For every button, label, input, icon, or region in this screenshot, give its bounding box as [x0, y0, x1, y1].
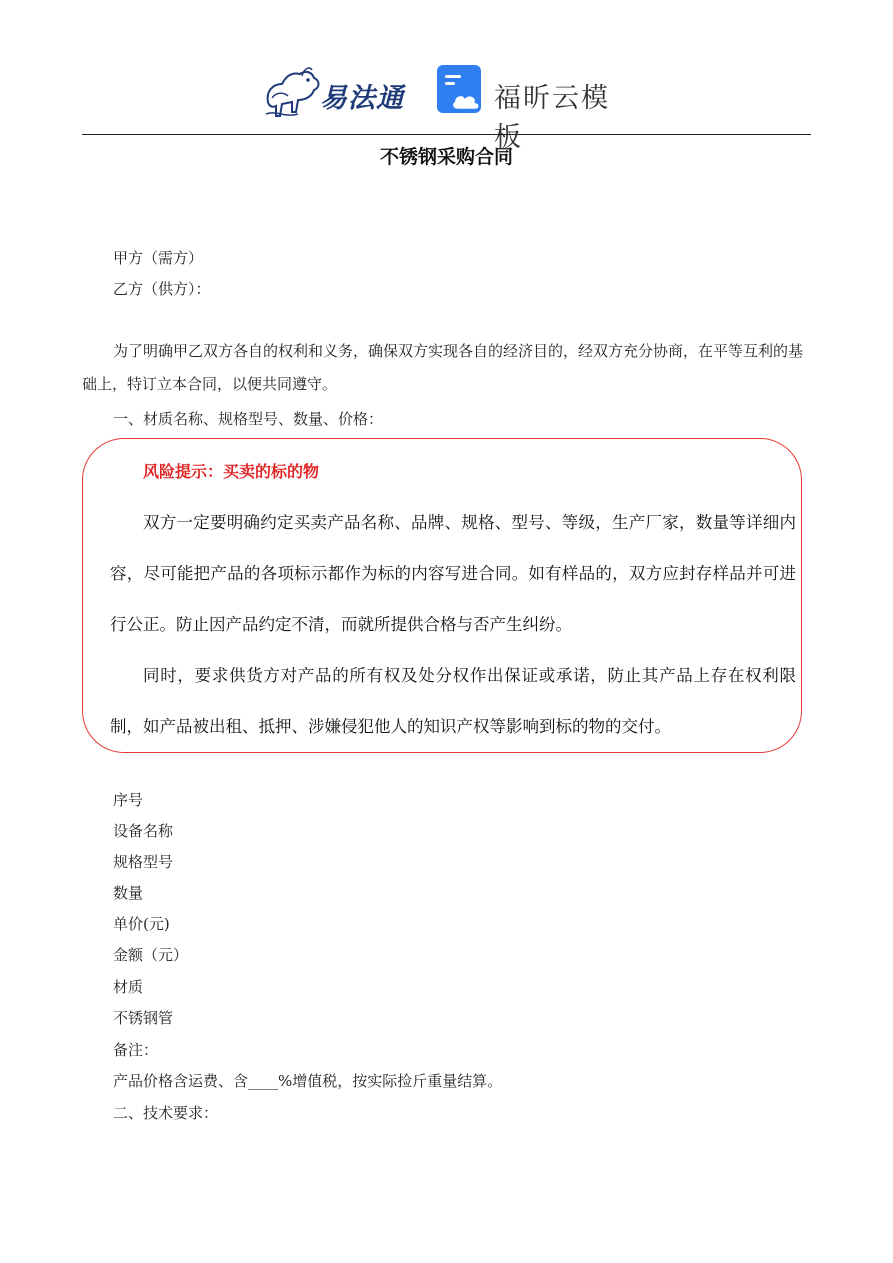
- fuxin-logo-text: 福昕云模板: [494, 83, 610, 153]
- field-remarks: 备注：: [113, 1041, 159, 1059]
- field-serial-number: 序号: [113, 791, 144, 809]
- field-spec-model: 规格型号: [113, 853, 174, 871]
- risk-warning-title: 风险提示：买卖的标的物: [143, 462, 320, 481]
- price-note: 产品价格含运费、含____%增值税，按实际捡斤重量结算。: [113, 1072, 503, 1090]
- yifatong-logo: [262, 62, 414, 120]
- document-header: [0, 58, 893, 153]
- party-a-label: 甲方（需方）: [113, 249, 204, 267]
- risk-warning-paragraph-2: 同时，要求供货方对产品的所有权及处分权作出保证或承诺，防止其产品上存在权利限制，如产品被出租、抵押、涉嫌侵犯他人的知识产权等影响到标的物的交付。: [110, 666, 796, 736]
- risk-warning-box: [82, 438, 802, 753]
- field-amount: 金额（元）: [113, 946, 189, 964]
- qilin-icon: [262, 62, 324, 120]
- cloud-template-icon: [436, 64, 488, 116]
- risk-warning-paragraph-1: 双方一定要明确约定买卖产品名称、品牌、规格、型号、等级，生产厂家，数量等详细内容，尽可能把产品的各项标示都作为标的内容写进合同。如有样品的，双方应封存样品并可进行公正。防止因产品约定不清，而就所提供合格与否产生纠纷。: [110, 513, 796, 634]
- section-2-heading: 二、技术要求：: [113, 1104, 219, 1122]
- field-material-value: 不锈钢管: [113, 1009, 174, 1027]
- field-equipment-name: 设备名称: [113, 822, 174, 840]
- intro-paragraph: 为了明确甲乙双方各自的权利和义务，确保双方实现各自的经济目的，经双方充分协商，在平等互利的基础上，特订立本合同，以便共同遵守。: [82, 342, 804, 393]
- yifatong-logo-text: 易法通: [320, 83, 404, 114]
- fuxin-logo: [436, 64, 636, 153]
- document-title: 不锈钢采购合同: [379, 146, 513, 168]
- field-quantity: 数量: [113, 884, 144, 902]
- field-material: 材质: [113, 978, 144, 996]
- party-b-label: 乙方（供方）：: [113, 280, 211, 298]
- field-unit-price: 单价(元): [113, 915, 170, 933]
- header-divider: [82, 134, 811, 135]
- section-1-heading: 一、材质名称、规格型号、数量、价格：: [113, 410, 384, 428]
